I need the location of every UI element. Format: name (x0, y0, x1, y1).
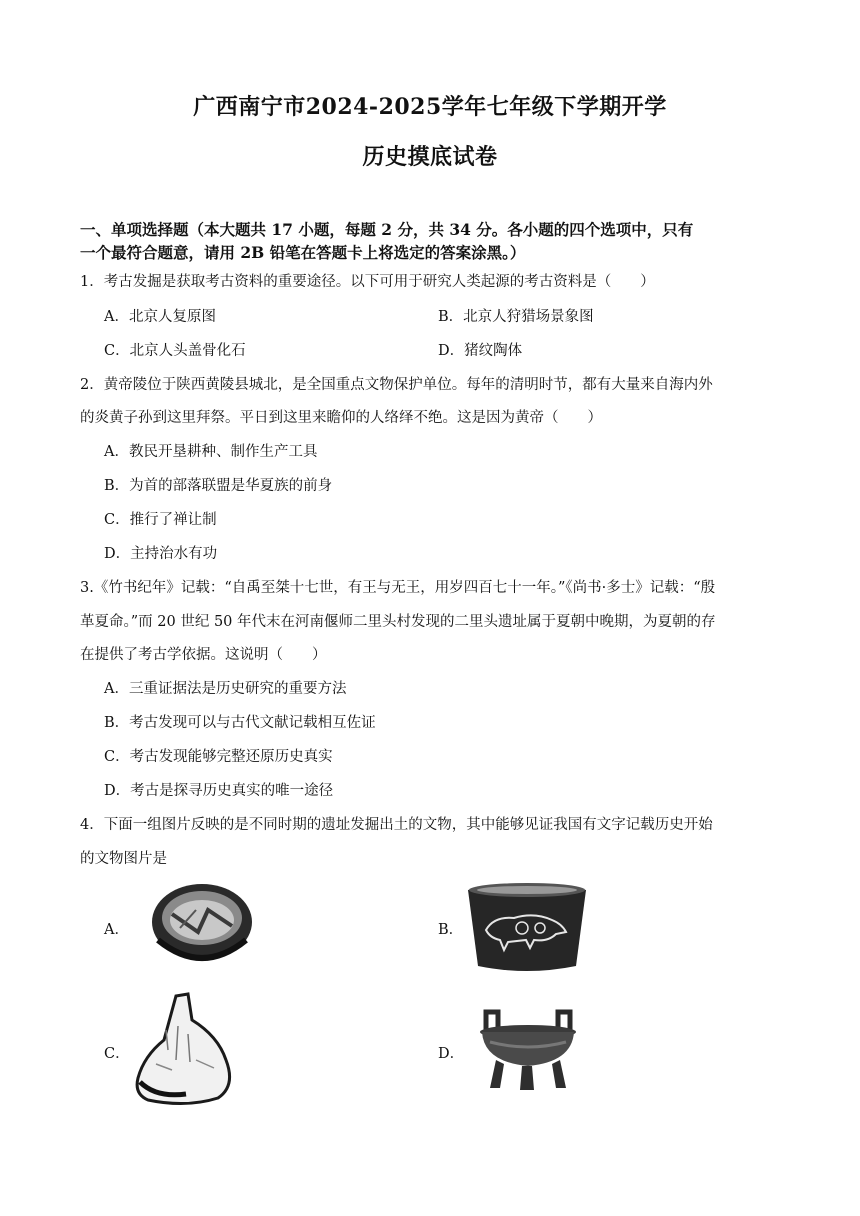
pig-pattern-pottery-image (464, 880, 590, 976)
q3-stem-line2: 革夏命。”而 20 世纪 50 年代末在河南偃师二里头村发现的二里头遗址属于夏朝中晚期，为夏朝的存 (80, 614, 716, 630)
q2-option-c: C．推行了禅让制 (104, 512, 217, 528)
q4-stem-line2: 的文物图片是 (80, 851, 167, 867)
q2-option-b: B．为首的部落联盟是华夏族的前身 (104, 478, 333, 494)
q3-stem-line1: 3.《竹书纪年》记载：“自禹至桀十七世，有王与无王，用岁四百七十一年。”《尚书·多士》记载：“殷 (80, 580, 716, 596)
q4-option-c (104, 990, 264, 1110)
exam-title-line1: 广西南宁市2024-2025学年七年级下学期开学 (193, 94, 667, 120)
q1-option-c: C．北京人头盖骨化石 (104, 343, 246, 359)
q4-option-d (438, 1008, 598, 1092)
q2-option-d: D．主持治水有功 (104, 546, 218, 562)
q2-stem-line2: 的炎黄子孙到这里拜祭。平日到这里来瞻仰的人络绎不绝。这是因为黄帝（ ） (80, 410, 602, 426)
q4-option-c-label: C． (104, 1046, 130, 1062)
q1-option-a: A．北京人复原图 (104, 309, 216, 325)
q1-option-d: D．猪纹陶体 (438, 343, 523, 359)
exam-title-line2: 历史摸底试卷 (362, 144, 498, 170)
pottery-bowl-image (150, 880, 254, 970)
q3-option-d: D．考古是探寻历史真实的唯一途径 (104, 783, 334, 799)
q3-option-b: B．考古发现可以与古代文献记载相互佐证 (104, 715, 376, 731)
q2-option-a: A．教民开垦耕种、制作生产工具 (104, 444, 318, 460)
q3-option-a: A．三重证据法是历史研究的重要方法 (104, 681, 347, 697)
q4-option-a-label: A． (104, 922, 129, 938)
q4-option-d-label: D． (438, 1046, 465, 1062)
q4-option-b-label: B． (438, 922, 464, 938)
bronze-ding-image (476, 1008, 580, 1092)
q3-stem-line3: 在提供了考古学依据。这说明（ ） (80, 647, 327, 663)
q1-option-b: B．北京人狩猎场景象图 (438, 309, 594, 325)
q4-option-a (104, 880, 264, 970)
q4-stem-line1: 4．下面一组图片反映的是不同时期的遗址发掘出土的文物，其中能够见证我国有文字记载历史开始 (80, 817, 713, 833)
q2-stem-line1: 2．黄帝陵位于陕西黄陵县城北，是全国重点文物保护单位。每年的清明时节，都有大量来自海内外 (80, 377, 713, 393)
q3-option-c: C．考古发现能够完整还原历史真实 (104, 749, 333, 765)
q1-stem: 1．考古发掘是获取考古资料的重要途径。以下可用于研究人类起源的考古资料是（ ） (80, 274, 655, 290)
section-heading (80, 218, 785, 264)
q4-option-b (438, 880, 598, 976)
oracle-bone-image (126, 990, 246, 1108)
section-heading-line2: 一个最符合题意，请用 2B 铅笔在答题卡上将选定的答案涂黑。） (80, 243, 526, 262)
section-heading-line1: 一、单项选择题（本大题共 17 小题，每题 2 分，共 34 分。各小题的四个选项中，只有 (80, 220, 694, 239)
